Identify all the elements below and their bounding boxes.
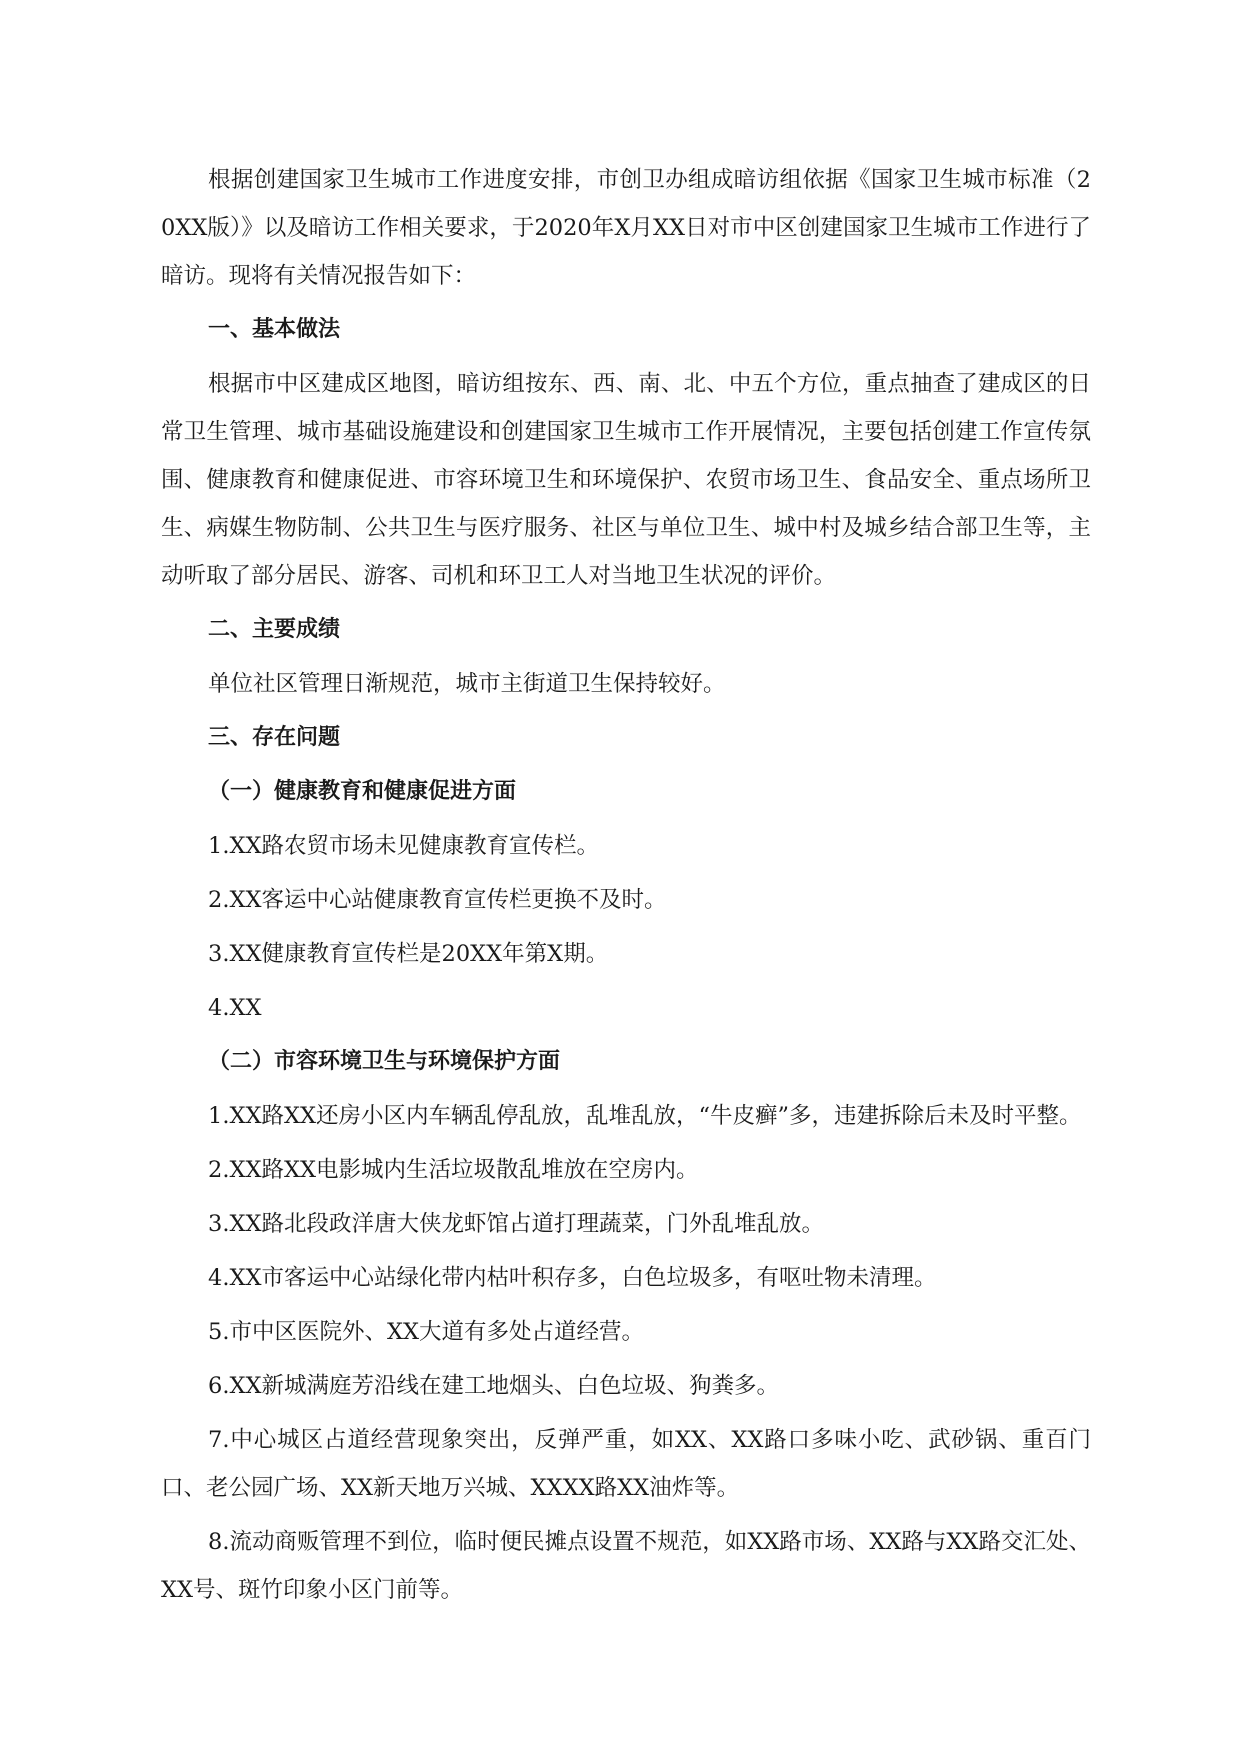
subsection-heading-health-education: （一）健康教育和健康促进方面 bbox=[208, 779, 517, 804]
list-item: 5.市中区医院外、XX大道有多处占道经营。 bbox=[208, 1319, 645, 1345]
achievements-paragraph: 单位社区管理日渐规范，城市主街道卫生保持较好。 bbox=[208, 671, 726, 697]
list-item: 1.XX路农贸市场未见健康教育宣传栏。 bbox=[208, 833, 600, 859]
list-item: 4.XX bbox=[208, 995, 262, 1021]
basic-approach-paragraph: 根据市中区建成区地图，暗访组按东、西、南、北、中五个方位，重点抽查了建成区的日常卫生管理、城市基础设施建设和创建国家卫生城市工作开展情况，主要包括创建工作宣传氛围、健康教育和健康促进、市容环境卫生和环境保护、农贸市场卫生、食品安全、重点场所卫生、病媒生物防制、公共卫生与医疗服务、社区与单位卫生、城中村及城乡结合部卫生等，主动听取了部分居民、游客、司机和环卫工人对当地卫生状况的评价。 bbox=[161, 371, 1091, 589]
list-item: 2.XX路XX电影城内生活垃圾散乱堆放在空房内。 bbox=[208, 1157, 699, 1183]
list-item: 2.XX客运中心站健康教育宣传栏更换不及时。 bbox=[208, 887, 667, 913]
list-item: 3.XX路北段政洋唐大侠龙虾馆占道打理蔬菜，门外乱堆乱放。 bbox=[208, 1211, 825, 1237]
list-item: 6.XX新城满庭芳沿线在建工地烟头、白色垃圾、狗粪多。 bbox=[208, 1373, 780, 1399]
list-item: 4.XX市客运中心站绿化带内枯叶积存多，白色垃圾多，有呕吐物未清理。 bbox=[208, 1265, 937, 1291]
list-item: 1.XX路XX还房小区内车辆乱停乱放，乱堆乱放，“牛皮癣”多，违建拆除后未及时平整。 bbox=[208, 1103, 1082, 1129]
document-body bbox=[161, 156, 1091, 1614]
list-item: 3.XX健康教育宣传栏是20XX年第X期。 bbox=[208, 941, 609, 967]
section-heading-basic-approach: 一、基本做法 bbox=[208, 317, 341, 342]
section-heading-achievements: 二、主要成绩 bbox=[208, 617, 341, 642]
intro-paragraph: 根据创建国家卫生城市工作进度安排，市创卫办组成暗访组依据《国家卫生城市标准（20XX版）》以及暗访工作相关要求，于2020年X月XX日对市中区创建国家卫生城市工作进行了暗访。现将有关情况报告如下： bbox=[161, 167, 1091, 289]
list-item: 7.中心城区占道经营现象突出，反弹严重，如XX、XX路口多味小吃、武砂锅、重百门口、老公园广场、XX新天地万兴城、XXXX路XX油炸等。 bbox=[161, 1427, 1091, 1501]
subsection-heading-city-environment: （二）市容环境卫生与环境保护方面 bbox=[208, 1049, 561, 1074]
section-heading-problems: 三、存在问题 bbox=[208, 725, 341, 750]
list-item: 8.流动商贩管理不到位，临时便民摊点设置不规范，如XX路市场、XX路与XX路交汇处、XX号、斑竹印象小区门前等。 bbox=[161, 1529, 1091, 1603]
